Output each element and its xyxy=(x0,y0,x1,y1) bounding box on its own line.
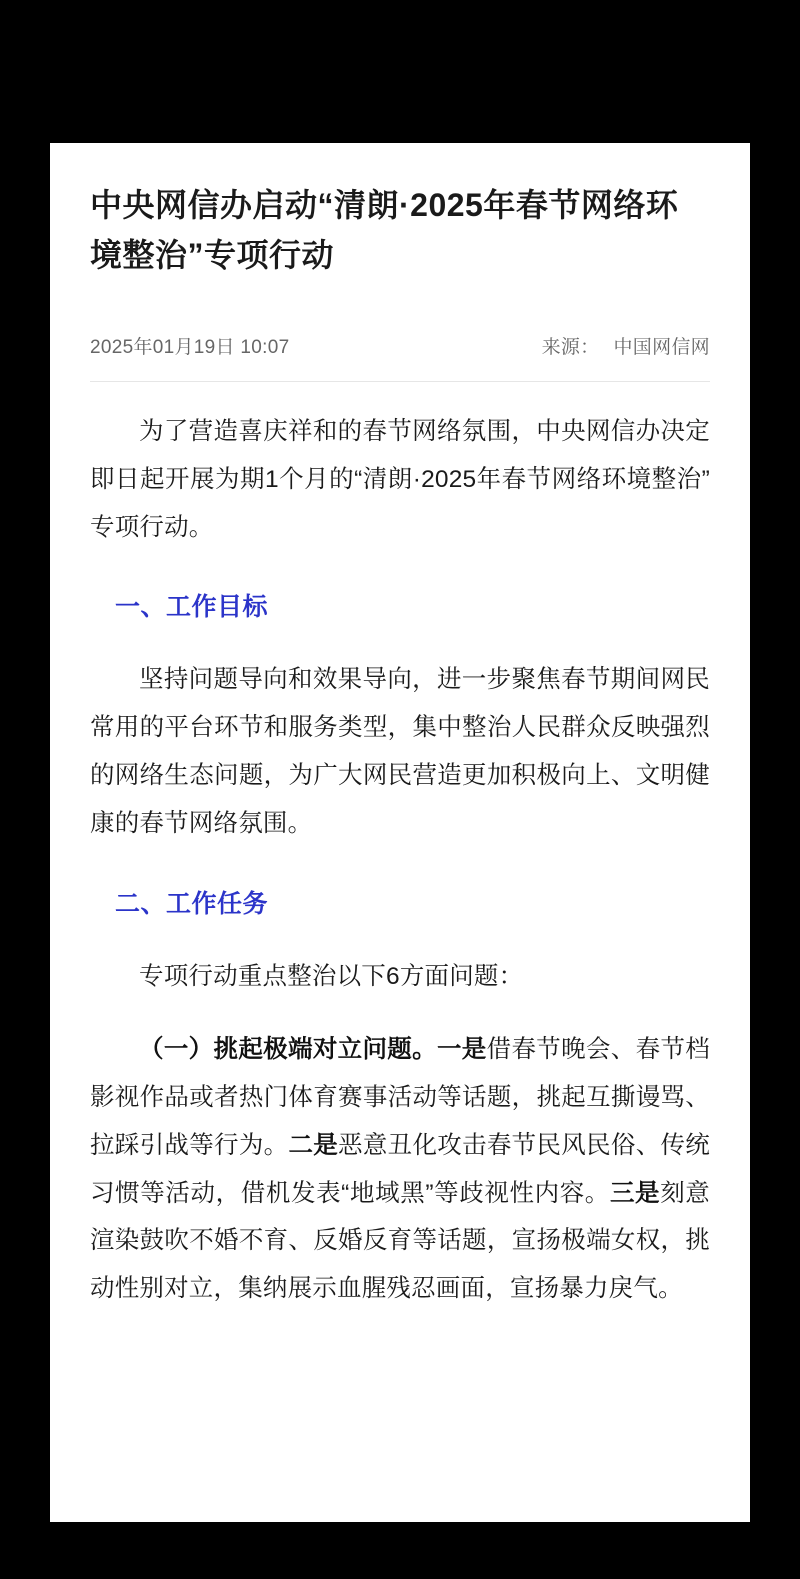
article-source xyxy=(542,332,710,359)
lead-paragraph: 为了营造喜庆祥和的春节网络氛围，中央网信办决定即日起开展为期1个月的“清朗·2025年春节网络环境整治”专项行动。 xyxy=(90,418,710,541)
task-item-one xyxy=(90,1026,710,1313)
task-point-one-text: 借春节晚会、春节档影视作品或者热门体育赛事活动等话题，挑起互撕谩骂、拉踩引战等行为。 xyxy=(90,1036,710,1159)
article-meta xyxy=(90,332,710,382)
task-point-two-text: 恶意丑化攻击春节民风民俗、传统习惯等活动，借机发表“地域黑”等歧视性内容。 xyxy=(90,1131,710,1207)
section-paragraph-tasks: 专项行动重点整治以下6方面问题： xyxy=(139,962,524,990)
task-point-three-text: 刻意渲染鼓吹不婚不育、反婚反育等话题，宣扬极端女权，挑动性别对立，集纳展示血腥残忍画面，宣扬暴力戾气。 xyxy=(90,1179,711,1303)
article-page xyxy=(50,143,750,1522)
page-title: 中央网信办启动“清朗·2025年春节网络环境整治”专项行动 xyxy=(90,187,679,273)
section-heading-goals: 一、工作目标 xyxy=(115,593,269,622)
section-paragraph-goals: 坚持问题导向和效果导向，进一步聚焦春节期间网民常用的平台环节和服务类型，集中整治人民群众反映强烈的网络生态问题，为广大网民营造更加积极向上、文明健康的春节网络氛围。 xyxy=(90,666,710,837)
publish-date: 2025年01月19日 10:07 xyxy=(90,337,290,359)
source-label: 来源： xyxy=(541,337,600,359)
task-point-two-marker: 二是 xyxy=(288,1131,339,1159)
task-item-one-label: （一）挑起极端对立问题。 xyxy=(139,1036,437,1064)
task-point-three-marker: 三是 xyxy=(609,1179,661,1207)
section-heading-tasks: 二、工作任务 xyxy=(115,889,269,918)
task-point-one-marker: 一是 xyxy=(436,1036,487,1064)
source-name[interactable]: 中国网信网 xyxy=(613,337,710,359)
